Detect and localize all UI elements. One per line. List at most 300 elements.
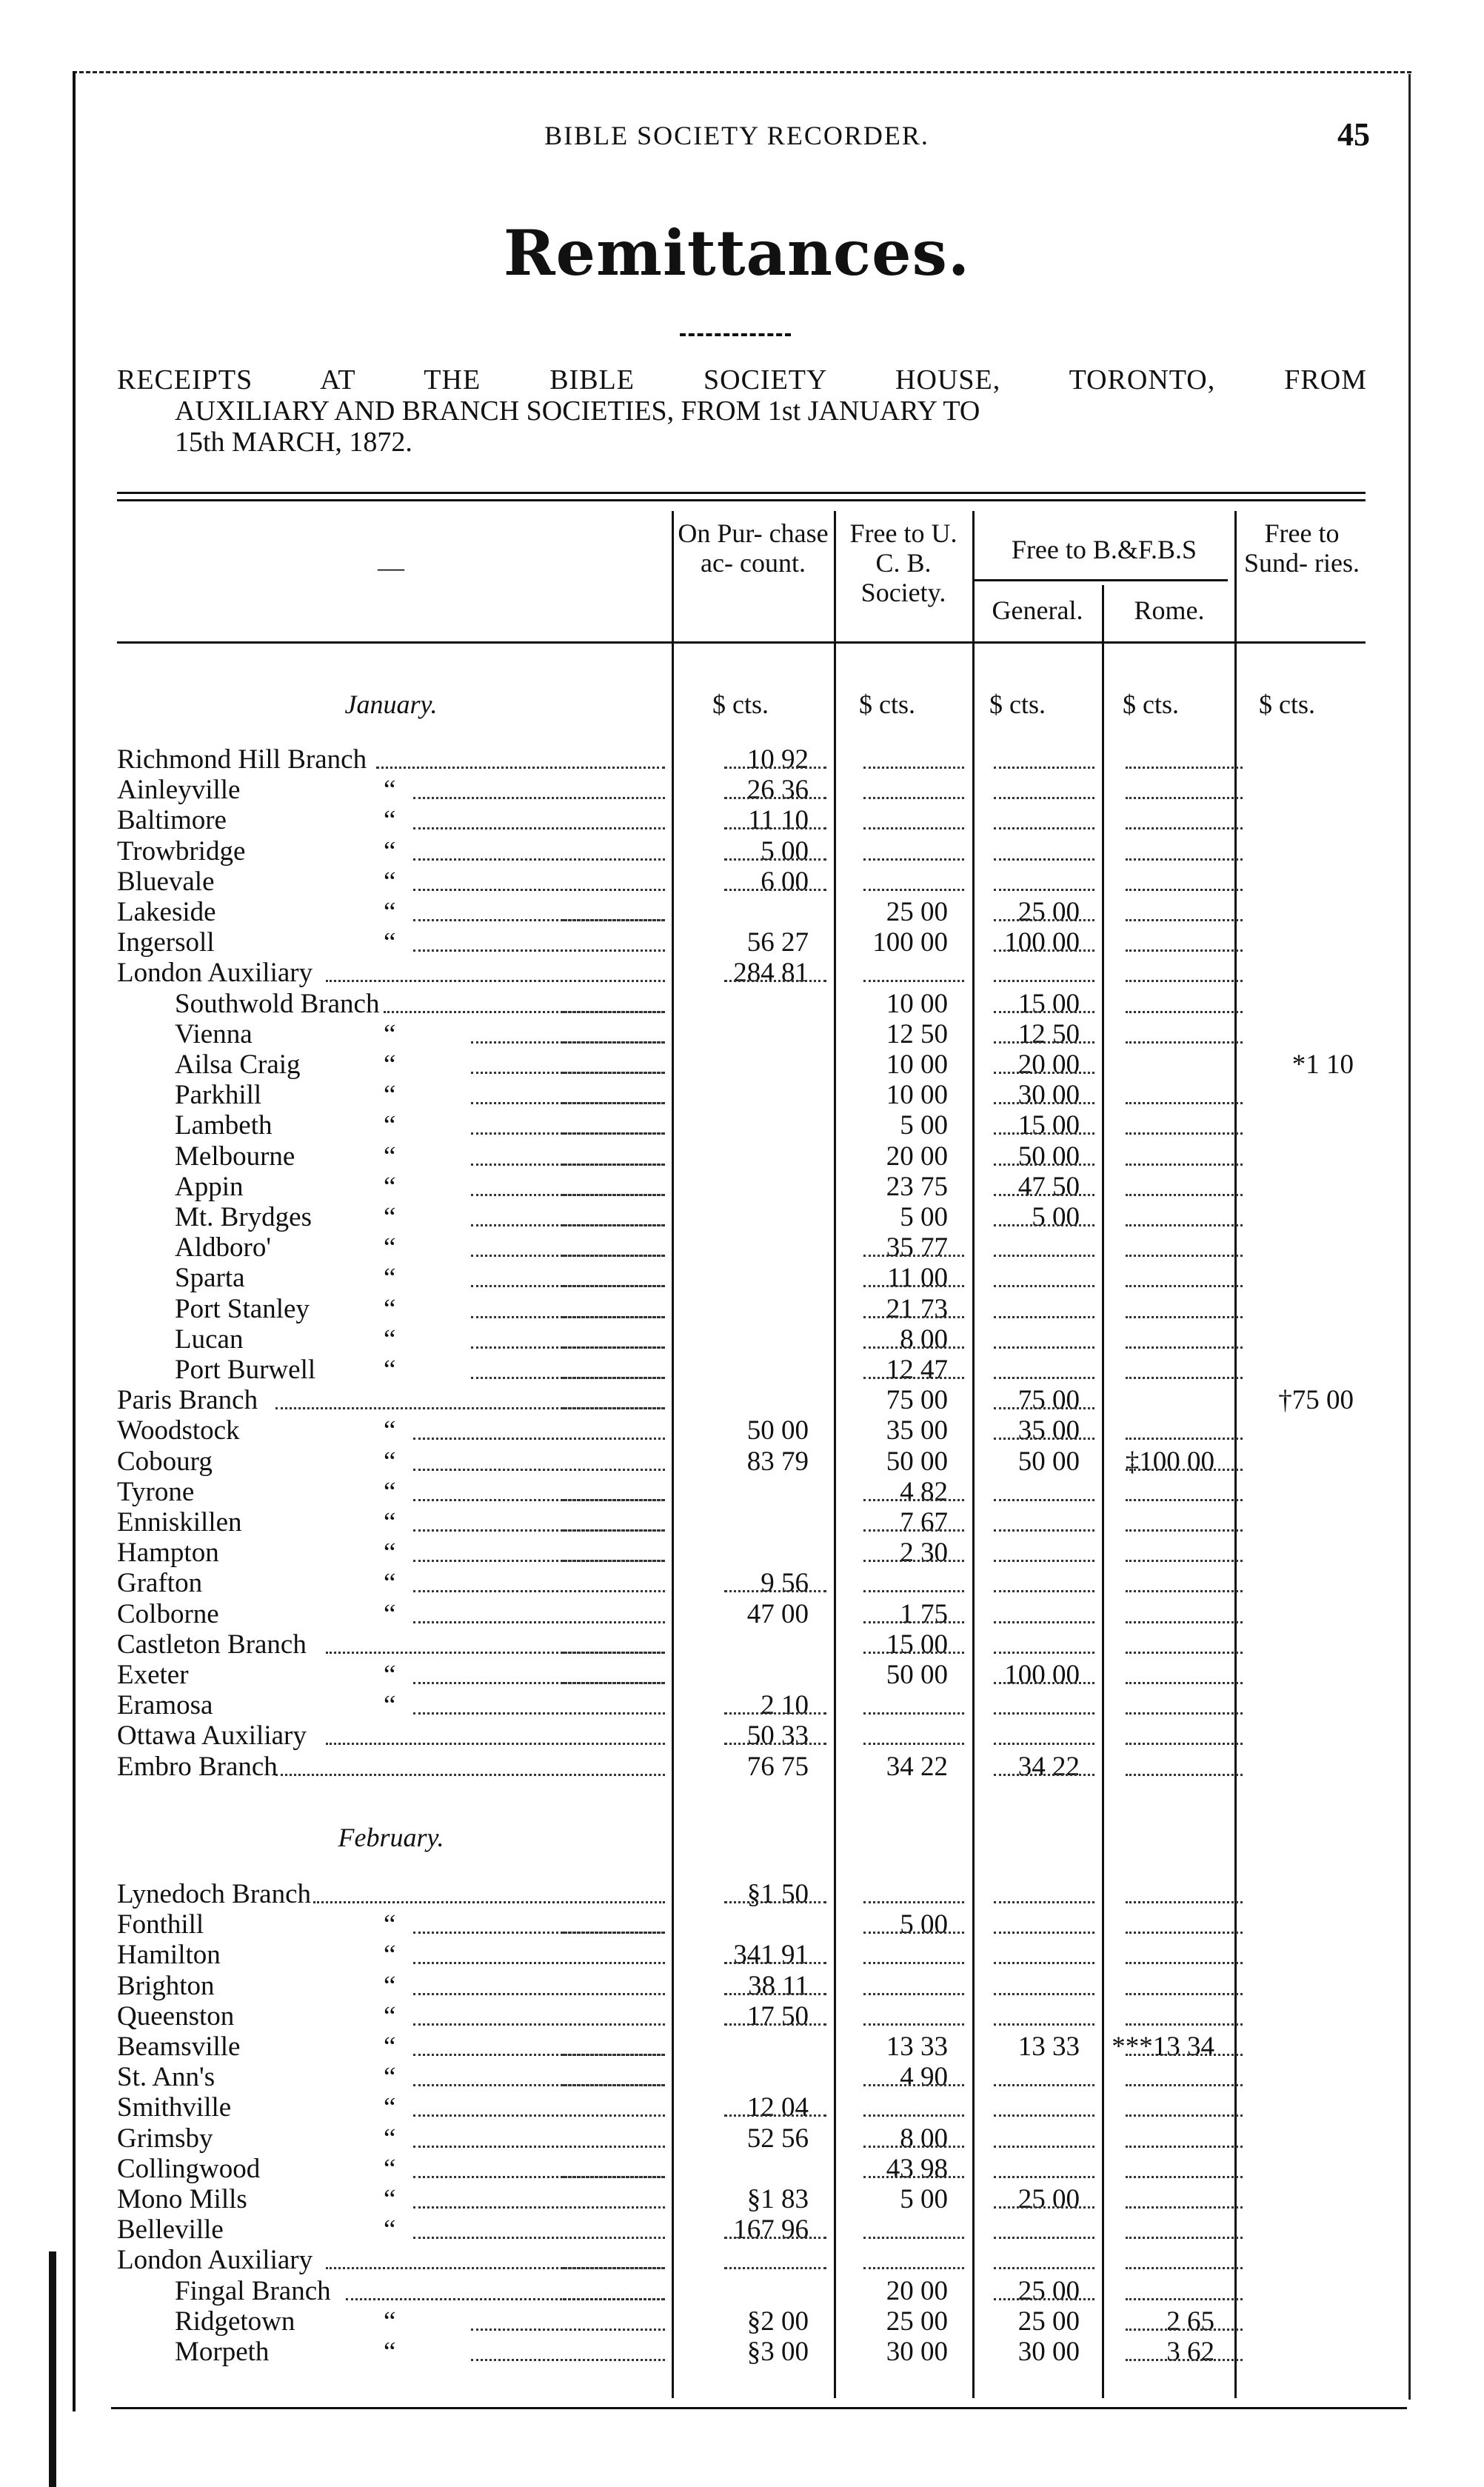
ditto-mark: “ xyxy=(384,1690,396,1721)
table-row xyxy=(117,744,1368,775)
row-name: Lucan xyxy=(175,1323,244,1355)
row-name: Sparta xyxy=(175,1263,245,1294)
ditto-mark: “ xyxy=(384,1018,396,1049)
cell-purchase: 12 04 xyxy=(746,2092,809,2123)
table-row xyxy=(117,1415,1368,1446)
empty-cell-dots xyxy=(563,1041,664,1044)
empty-cell-dots xyxy=(1126,919,1243,921)
empty-cell-dots xyxy=(1126,2237,1243,2239)
cell-ucb: 4 82 xyxy=(900,1476,948,1507)
empty-cell-dots xyxy=(863,1590,964,1592)
empty-cell-dots xyxy=(1126,1346,1243,1349)
empty-cell-dots xyxy=(863,1621,964,1623)
empty-cell-dots xyxy=(1126,1932,1243,1934)
cell-general: 25 00 xyxy=(1017,2275,1080,2306)
table-row xyxy=(117,1879,1368,1909)
row-name: Cobourg xyxy=(117,1446,213,1477)
empty-cell-dots xyxy=(724,980,826,982)
cell-general: 34 22 xyxy=(1017,1751,1080,1782)
unit-label: $ cts. xyxy=(859,690,915,719)
page-border-bottom xyxy=(111,2407,1407,2409)
empty-cell-dots xyxy=(994,1194,1094,1196)
table-row xyxy=(117,1940,1368,1970)
empty-cell-dots xyxy=(994,2298,1094,2300)
empty-cell-dots xyxy=(724,767,826,769)
cell-purchase: 83 79 xyxy=(746,1446,809,1477)
row-name: Mono Mills xyxy=(117,2184,247,2214)
empty-cell-dots xyxy=(863,2146,964,2148)
page-border-top xyxy=(73,71,1411,73)
table-row xyxy=(117,1690,1368,1720)
subheading-line-2: AUXILIARY AND BRANCH SOCIETIES, FROM 1st JANUARY TO xyxy=(175,395,980,427)
row-name: Ainleyville xyxy=(117,775,241,806)
empty-cell-dots xyxy=(1126,2298,1243,2300)
ditto-mark: “ xyxy=(384,2062,396,2093)
row-name: London Auxiliary xyxy=(117,958,313,989)
row-name: Lynedoch Branch xyxy=(117,1879,311,1909)
subheading xyxy=(117,364,1367,458)
empty-cell-dots xyxy=(994,2114,1094,2117)
empty-cell-dots xyxy=(863,1712,964,1715)
empty-cell-dots xyxy=(994,1682,1094,1684)
empty-cell-dots xyxy=(1126,2114,1243,2117)
leader-dots xyxy=(471,2329,665,2331)
empty-cell-dots xyxy=(994,1041,1094,1044)
row-name: Queenston xyxy=(117,2000,235,2032)
empty-cell-dots xyxy=(563,2084,664,2086)
ditto-mark: “ xyxy=(384,2306,396,2337)
table-row xyxy=(117,1324,1368,1355)
empty-cell-dots xyxy=(1126,1469,1243,1471)
row-name: Hampton xyxy=(117,1538,219,1569)
empty-cell-dots xyxy=(1126,1560,1243,1562)
cell-ucb: 50 00 xyxy=(886,1660,948,1690)
table-row xyxy=(117,1477,1368,1507)
cell-purchase: 2 10 xyxy=(761,1690,809,1721)
cell-rome: 3 62 xyxy=(1166,2337,1214,2367)
table-row xyxy=(117,775,1368,805)
cell-ucb: 11 00 xyxy=(887,1263,948,1294)
row-name: Bluevale xyxy=(117,866,215,897)
row-name: Trowbridge xyxy=(117,835,246,867)
empty-cell-dots xyxy=(724,797,826,799)
table-row xyxy=(117,2276,1368,2306)
row-name: Collingwood xyxy=(117,2153,261,2184)
cell-ucb: 13 33 xyxy=(886,2032,948,2062)
empty-cell-dots xyxy=(994,1102,1094,1104)
empty-cell-dots xyxy=(863,889,964,891)
table-row xyxy=(117,1385,1368,1415)
cell-purchase: 5 00 xyxy=(761,835,809,867)
cell-purchase: 10 92 xyxy=(746,744,809,775)
empty-cell-dots xyxy=(863,1499,964,1501)
empty-cell-dots xyxy=(1126,1621,1243,1623)
empty-cell-dots xyxy=(563,919,664,921)
empty-cell-dots xyxy=(563,1682,664,1684)
stub-header: — xyxy=(378,553,404,582)
ditto-mark: “ xyxy=(384,1141,396,1172)
leader-dots xyxy=(413,2146,665,2148)
empty-cell-dots xyxy=(1126,1011,1243,1013)
table-row xyxy=(117,1538,1368,1568)
cell-general: 30 00 xyxy=(1017,2337,1080,2367)
leader-dots xyxy=(313,1901,665,1903)
table-row xyxy=(117,1141,1368,1172)
table-row xyxy=(117,2214,1368,2245)
ditto-mark: “ xyxy=(384,1080,396,1111)
table-row xyxy=(117,2123,1368,2154)
empty-cell-dots xyxy=(1126,1377,1243,1379)
empty-cell-dots xyxy=(994,1993,1094,1995)
empty-cell-dots xyxy=(563,1224,664,1226)
row-name: Morpeth xyxy=(175,2337,270,2367)
empty-cell-dots xyxy=(863,1932,964,1934)
table-row xyxy=(117,1568,1368,1598)
empty-cell-dots xyxy=(1126,889,1243,891)
empty-cell-dots xyxy=(1126,797,1243,799)
subheading-line-3: 15th MARCH, 1872. xyxy=(175,427,412,458)
cell-ucb: 100 00 xyxy=(872,927,948,958)
row-name: Lakeside xyxy=(117,897,216,927)
empty-cell-dots xyxy=(563,1346,664,1349)
empty-cell-dots xyxy=(563,1407,664,1409)
unit-label: $ cts. xyxy=(712,690,769,719)
bfbs-group-rule xyxy=(973,579,1228,581)
empty-cell-dots xyxy=(994,2023,1094,2026)
ditto-mark: “ xyxy=(384,866,396,897)
table-row xyxy=(117,927,1368,958)
cell-purchase: 26 36 xyxy=(746,775,809,806)
unit-label: $ cts. xyxy=(1259,690,1315,719)
empty-cell-dots xyxy=(1126,1164,1243,1166)
row-name: Vienna xyxy=(175,1018,253,1049)
ditto-mark: “ xyxy=(384,805,396,836)
page-border-right xyxy=(1408,74,1411,2400)
page-border-left xyxy=(73,71,76,2411)
empty-cell-dots xyxy=(863,1652,964,1654)
empty-cell-dots xyxy=(1126,2023,1243,2026)
empty-cell-dots xyxy=(724,827,826,829)
cell-ucb: 25 00 xyxy=(886,897,948,927)
empty-cell-dots xyxy=(1126,2359,1243,2361)
empty-cell-dots xyxy=(563,1194,664,1196)
cell-rome: ‡100 00 xyxy=(1125,1446,1214,1477)
cell-ucb: 10 00 xyxy=(886,1049,948,1080)
cell-ucb: 2 30 xyxy=(900,1538,948,1569)
empty-cell-dots xyxy=(994,1529,1094,1532)
leader-dots xyxy=(413,1621,665,1623)
cell-ucb: 20 00 xyxy=(886,2275,948,2306)
row-name: Aldboro' xyxy=(175,1232,271,1263)
ditto-mark: “ xyxy=(384,1909,396,1940)
empty-cell-dots xyxy=(724,2237,826,2239)
column-header-sundries: Free to Sund- ries. xyxy=(1244,518,1360,578)
ditto-mark: “ xyxy=(384,2153,396,2184)
row-name: Colborne xyxy=(117,1598,219,1629)
empty-cell-dots xyxy=(563,1652,664,1654)
empty-cell-dots xyxy=(1126,2267,1243,2269)
empty-cell-dots xyxy=(994,1316,1094,1318)
table-row xyxy=(117,1971,1368,2001)
table-top-rule-2 xyxy=(117,499,1366,501)
cell-sundries: †75 00 xyxy=(1278,1385,1354,1416)
empty-cell-dots xyxy=(994,2084,1094,2086)
cell-purchase: §1 83 xyxy=(746,2184,809,2214)
row-name: Melbourne xyxy=(175,1141,295,1172)
cell-purchase: 167 96 xyxy=(733,2214,809,2246)
empty-cell-dots xyxy=(994,980,1094,982)
empty-cell-dots xyxy=(724,1993,826,1995)
empty-cell-dots xyxy=(994,919,1094,921)
table-row xyxy=(117,2154,1368,2184)
empty-cell-dots xyxy=(863,1255,964,1257)
empty-cell-dots xyxy=(994,1743,1094,1745)
empty-cell-dots xyxy=(724,2267,826,2269)
empty-cell-dots xyxy=(1126,1438,1243,1440)
table-row xyxy=(117,805,1368,835)
cell-general: 25 00 xyxy=(1017,2306,1080,2337)
empty-cell-dots xyxy=(724,2114,826,2117)
empty-cell-dots xyxy=(863,1285,964,1287)
column-header-general: General. xyxy=(992,595,1083,625)
leader-dots xyxy=(413,889,665,891)
cell-general: 100 00 xyxy=(1004,927,1080,958)
empty-cell-dots xyxy=(1126,949,1243,952)
cell-ucb: 25 00 xyxy=(886,2306,948,2337)
running-title: BIBLE SOCIETY RECORDER. xyxy=(544,121,929,150)
ditto-mark: “ xyxy=(384,1660,396,1690)
empty-cell-dots xyxy=(994,1285,1094,1287)
empty-cell-dots xyxy=(863,1743,964,1745)
leader-dots xyxy=(413,2114,665,2117)
table-row xyxy=(117,1019,1368,1049)
empty-cell-dots xyxy=(863,1560,964,1562)
empty-cell-dots xyxy=(563,2267,664,2269)
row-name: Richmond Hill Branch xyxy=(117,744,367,775)
cell-ucb: 8 00 xyxy=(900,2123,948,2154)
leader-dots xyxy=(413,2023,665,2026)
empty-cell-dots xyxy=(994,1164,1094,1166)
ditto-mark: “ xyxy=(384,1538,396,1569)
cell-ucb: 34 22 xyxy=(886,1751,948,1782)
empty-cell-dots xyxy=(1126,2329,1243,2331)
empty-cell-dots xyxy=(994,1377,1094,1379)
empty-cell-dots xyxy=(994,2206,1094,2209)
row-name: Castleton Branch xyxy=(117,1629,307,1660)
empty-cell-dots xyxy=(994,858,1094,861)
cell-general: 12 50 xyxy=(1017,1018,1080,1049)
leader-dots xyxy=(376,767,665,769)
leader-dots xyxy=(413,1993,665,1995)
ditto-mark: “ xyxy=(384,927,396,958)
cell-ucb: 35 00 xyxy=(886,1415,948,1446)
running-head xyxy=(111,116,1370,157)
empty-cell-dots xyxy=(724,1590,826,1592)
cell-ucb: 5 00 xyxy=(900,1909,948,1940)
table-row xyxy=(117,1080,1368,1110)
empty-cell-dots xyxy=(563,1255,664,1257)
cell-general: 35 00 xyxy=(1017,1415,1080,1446)
empty-cell-dots xyxy=(1126,980,1243,982)
ditto-mark: “ xyxy=(384,1446,396,1477)
table-row xyxy=(117,989,1368,1019)
empty-cell-dots xyxy=(863,2176,964,2178)
row-name: Ingersoll xyxy=(117,927,215,958)
table-row xyxy=(117,836,1368,867)
cell-ucb: 50 00 xyxy=(886,1446,948,1477)
ditto-mark: “ xyxy=(384,2032,396,2062)
empty-cell-dots xyxy=(563,1529,664,1532)
ditto-mark: “ xyxy=(384,1970,396,2001)
empty-cell-dots xyxy=(863,2114,964,2117)
row-name: Fingal Branch xyxy=(175,2275,331,2306)
empty-cell-dots xyxy=(994,1438,1094,1440)
cell-sundries: *1 10 xyxy=(1291,1049,1354,1080)
row-name: Brighton xyxy=(117,1970,215,2001)
empty-cell-dots xyxy=(994,2237,1094,2239)
row-name: Southwold Branch xyxy=(175,988,380,1019)
cell-general: 15 00 xyxy=(1017,988,1080,1019)
empty-cell-dots xyxy=(994,1072,1094,1074)
empty-cell-dots xyxy=(1126,1255,1243,1257)
empty-cell-dots xyxy=(994,1652,1094,1654)
table-row xyxy=(117,958,1368,988)
table-row xyxy=(117,1355,1368,1385)
leader-dots xyxy=(413,1712,665,1715)
month-label-february: February. xyxy=(338,1823,444,1852)
ditto-mark: “ xyxy=(384,1110,396,1141)
empty-cell-dots xyxy=(863,2084,964,2086)
table-row xyxy=(117,2032,1368,2062)
empty-cell-dots xyxy=(863,1993,964,1995)
leader-dots xyxy=(413,2206,665,2209)
ditto-mark: “ xyxy=(384,1293,396,1324)
row-name: Ottawa Auxiliary xyxy=(117,1720,307,1752)
row-name: Paris Branch xyxy=(117,1385,258,1416)
empty-cell-dots xyxy=(563,1499,664,1501)
empty-cell-dots xyxy=(563,1102,664,1104)
cell-purchase: 50 33 xyxy=(746,1720,809,1752)
table-row xyxy=(117,1629,1368,1660)
leader-dots xyxy=(326,980,665,982)
empty-cell-dots xyxy=(994,949,1094,952)
ditto-mark: “ xyxy=(384,1507,396,1538)
cell-ucb: 75 00 xyxy=(886,1385,948,1416)
ditto-mark: “ xyxy=(384,2000,396,2032)
table-row xyxy=(117,1049,1368,1080)
cell-purchase: 341 91 xyxy=(733,1940,809,1971)
column-header-rome: Rome. xyxy=(1134,595,1205,625)
unit-label: $ cts. xyxy=(989,690,1046,719)
empty-cell-dots xyxy=(994,827,1094,829)
empty-cell-dots xyxy=(994,767,1094,769)
row-name: Ridgetown xyxy=(175,2306,295,2337)
ditto-mark: “ xyxy=(384,1598,396,1629)
ditto-mark: “ xyxy=(384,2123,396,2154)
empty-cell-dots xyxy=(863,2023,964,2026)
title-rule xyxy=(680,333,791,336)
ditto-mark: “ xyxy=(384,897,396,927)
table-row xyxy=(117,1599,1368,1629)
empty-cell-dots xyxy=(994,1224,1094,1226)
cell-purchase: 9 56 xyxy=(761,1568,809,1599)
cell-ucb: 12 47 xyxy=(886,1355,948,1385)
cell-purchase: §2 00 xyxy=(746,2306,809,2337)
ditto-mark: “ xyxy=(384,1171,396,1202)
empty-cell-dots xyxy=(863,1529,964,1532)
cell-general: 15 00 xyxy=(1017,1110,1080,1141)
empty-cell-dots xyxy=(563,2054,664,2056)
empty-cell-dots xyxy=(1126,1590,1243,1592)
empty-cell-dots xyxy=(1126,1901,1243,1903)
empty-cell-dots xyxy=(1126,1529,1243,1532)
empty-cell-dots xyxy=(863,797,964,799)
ditto-mark: “ xyxy=(384,2184,396,2214)
row-name: Ailsa Craig xyxy=(175,1049,301,1080)
cell-general: 75 00 xyxy=(1017,1385,1080,1416)
leader-dots xyxy=(413,827,665,829)
empty-cell-dots xyxy=(994,1712,1094,1715)
table-row xyxy=(117,1202,1368,1232)
empty-cell-dots xyxy=(1126,2176,1243,2178)
empty-cell-dots xyxy=(1126,1712,1243,1715)
row-name: Woodstock xyxy=(117,1415,240,1446)
cell-general: 25 00 xyxy=(1017,2184,1080,2214)
empty-cell-dots xyxy=(563,1164,664,1166)
empty-cell-dots xyxy=(1126,1682,1243,1684)
row-name: Lambeth xyxy=(175,1110,273,1141)
cell-purchase: 17 50 xyxy=(746,2000,809,2032)
ditto-mark: “ xyxy=(384,1202,396,1232)
month-label-january: January. xyxy=(344,690,438,719)
empty-cell-dots xyxy=(1126,1962,1243,1964)
cell-purchase: 50 00 xyxy=(746,1415,809,1446)
ditto-mark: “ xyxy=(384,2092,396,2123)
ditto-mark: “ xyxy=(384,835,396,867)
empty-cell-dots xyxy=(1126,2054,1243,2056)
empty-cell-dots xyxy=(724,1712,826,1715)
empty-cell-dots xyxy=(994,1774,1094,1776)
row-name: Grafton xyxy=(117,1568,203,1599)
row-name: Beamsville xyxy=(117,2032,241,2062)
row-name: Appin xyxy=(175,1171,244,1202)
table-row xyxy=(117,1232,1368,1263)
cell-ucb: 43 98 xyxy=(886,2153,948,2184)
empty-cell-dots xyxy=(863,1901,964,1903)
row-name: Grimsby xyxy=(117,2123,213,2154)
empty-cell-dots xyxy=(994,1932,1094,1934)
empty-cell-dots xyxy=(994,1011,1094,1013)
leader-dots xyxy=(413,1469,665,1471)
cell-ucb: 4 90 xyxy=(900,2062,948,2093)
row-name: Hamilton xyxy=(117,1940,221,1971)
empty-cell-dots xyxy=(563,2176,664,2178)
cell-general: 25 00 xyxy=(1017,897,1080,927)
cell-rome: 2 65 xyxy=(1166,2306,1214,2337)
cell-general: 47 50 xyxy=(1017,1171,1080,1202)
table-row xyxy=(117,1660,1368,1690)
row-name: Embro Branch xyxy=(117,1751,278,1782)
table-row xyxy=(117,2092,1368,2123)
empty-cell-dots xyxy=(994,1132,1094,1135)
scan-edge-mark xyxy=(49,2251,56,2487)
cell-ucb: 23 75 xyxy=(886,1171,948,1202)
cell-ucb: 10 00 xyxy=(886,988,948,1019)
leader-dots xyxy=(413,858,665,861)
empty-cell-dots xyxy=(563,1132,664,1135)
cell-ucb: 10 00 xyxy=(886,1080,948,1111)
leader-dots xyxy=(413,1438,665,1440)
